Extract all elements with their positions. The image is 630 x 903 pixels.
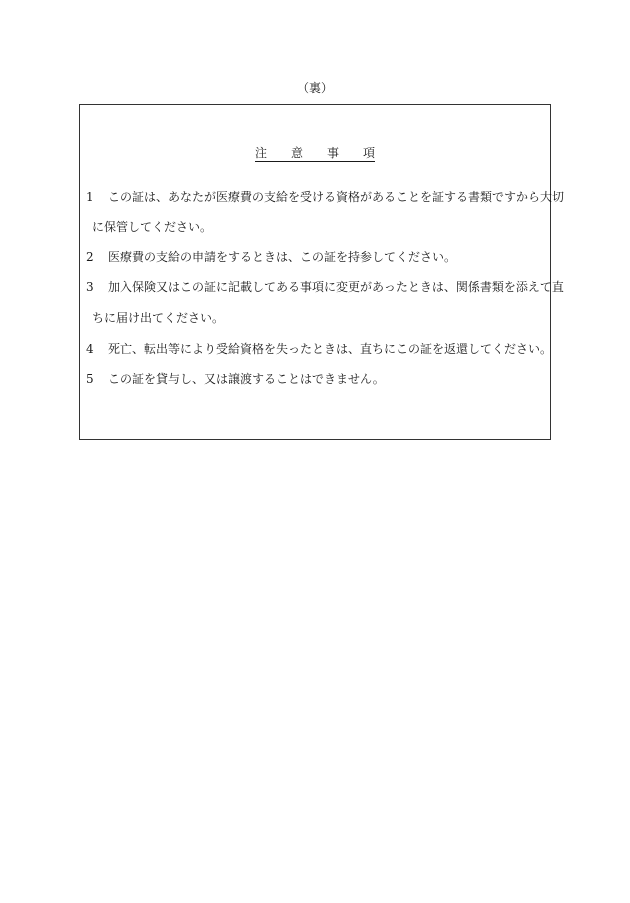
item-number: 4 (86, 342, 94, 356)
item-text: この証を貸与し、又は譲渡することはできません。 (108, 372, 385, 386)
notice-title-text: 注 意 事 項 (254, 146, 375, 160)
notice-title (80, 145, 550, 161)
notice-item-3 (86, 280, 564, 294)
item-text: 医療費の支給の申請をするときは、この証を持参してください。 (108, 250, 457, 264)
item-number: 5 (86, 372, 94, 386)
notice-item-3-continuation: ちに届け出てください。 (92, 311, 225, 325)
item-number: 2 (86, 250, 94, 264)
notice-item-4 (86, 342, 552, 356)
item-number: 3 (86, 280, 94, 294)
notice-item-1-continuation: に保管してください。 (92, 220, 213, 234)
notice-item-5 (86, 372, 385, 386)
notice-box (79, 104, 565, 440)
item-text: この証は、あなたが医療費の支給を受ける資格があることを証する書類ですから大切 (108, 190, 565, 204)
reverse-side-label: （裏） (296, 81, 333, 95)
notice-item-2 (86, 250, 456, 264)
notice-item-1 (86, 190, 564, 204)
item-number: 1 (86, 190, 94, 204)
item-text: 死亡、転出等により受給資格を失ったときは、直ちにこの証を返還してください。 (108, 342, 553, 356)
item-text: 加入保険又はこの証に記載してある事項に変更があったときは、関係書類を添えて直 (108, 280, 564, 294)
